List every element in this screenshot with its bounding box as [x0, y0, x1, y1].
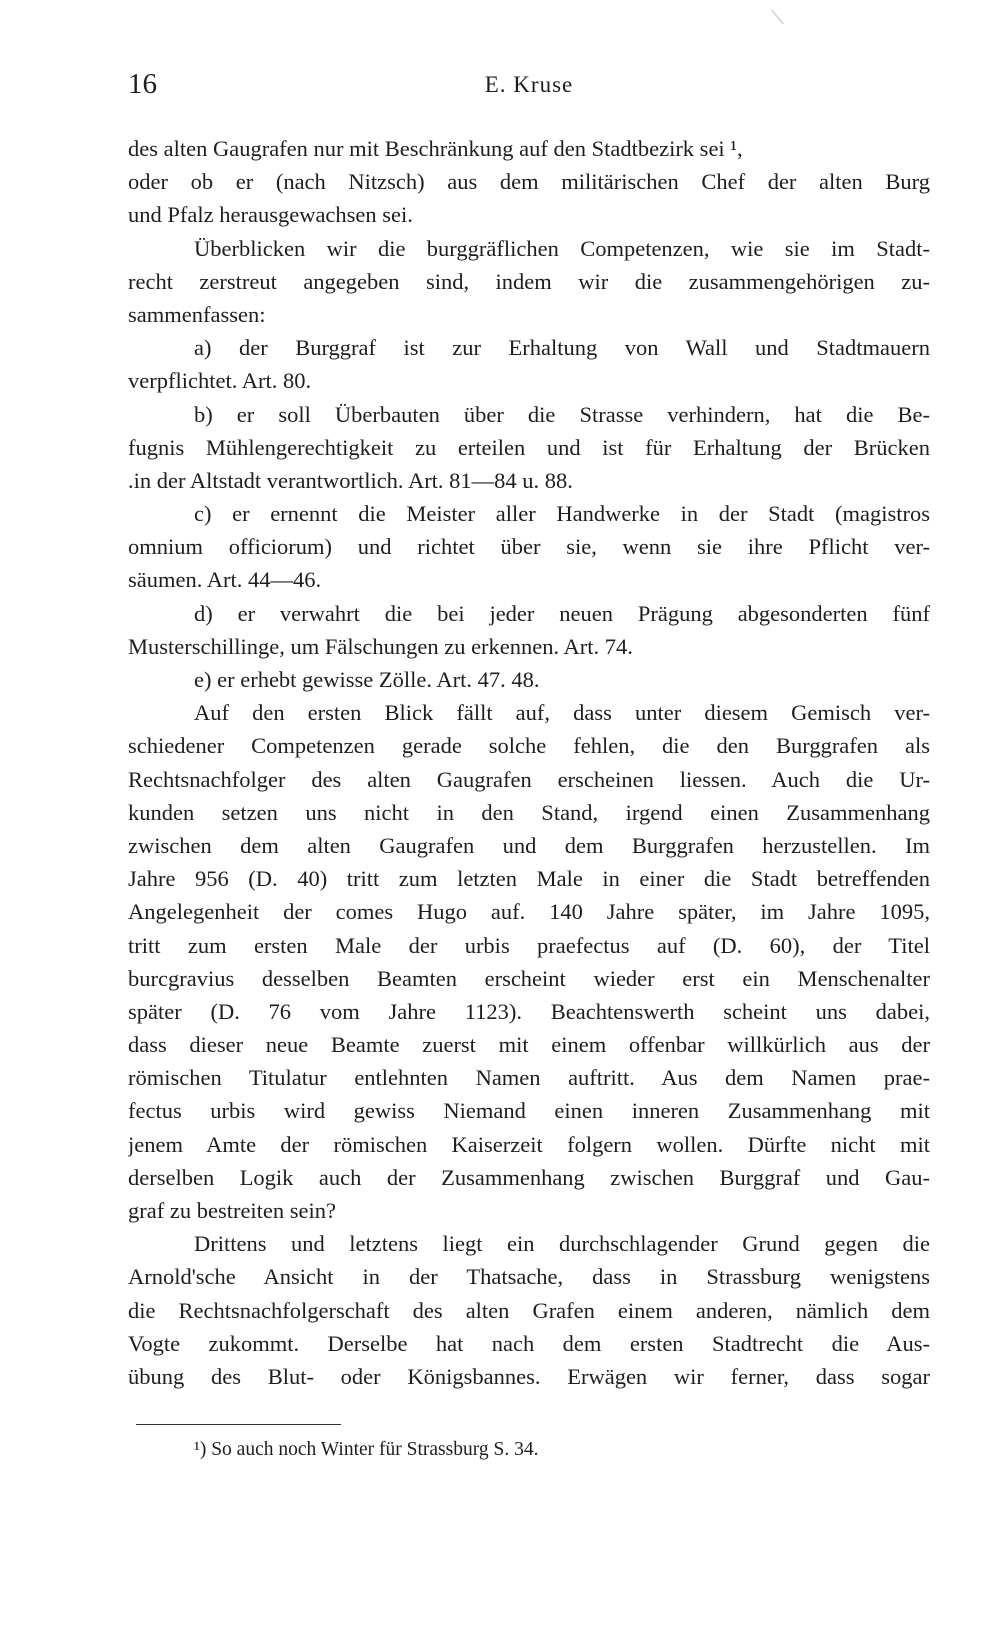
text-line: b) er soll Überbauten über die Strasse verhindern, hat die Be-: [194, 401, 930, 427]
text-line: kunden setzen uns nicht in den Stand, irgend einen Zusammenhang: [128, 799, 930, 825]
text-line: e) er erhebt gewisse Zölle. Art. 47. 48.: [194, 667, 540, 692]
text-line: und Pfalz herausgewachsen sei.: [128, 202, 413, 228]
text-line: fugnis Mühlengerechtigkeit zu erteilen und ist für Erhaltung der Brücken: [128, 434, 930, 460]
text-line: c) er ernennt die Meister aller Handwerke in der Stadt (magistros: [194, 501, 930, 527]
scan-mark: [771, 10, 783, 24]
text-line: Rechtsnachfolger des alten Gaugrafen erscheinen liessen. Auch die Ur-: [128, 766, 930, 792]
text-line: jenem Amte der römischen Kaiserzeit folgern wollen. Dürfte nicht mit: [128, 1131, 930, 1157]
text-line: a) der Burggraf ist zur Erhaltung von Wall und Stadtmauern: [194, 335, 930, 361]
footnote: ¹) So auch noch Winter für Strassburg S. 34.: [194, 1439, 539, 1460]
footnote-rule: [136, 1424, 341, 1425]
text-line: omnium officiorum) und richtet über sie, wenn sie ihre Pflicht ver-: [128, 534, 930, 560]
text-line: zwischen dem alten Gaugrafen und dem Burggrafen herzustellen. Im: [128, 832, 930, 858]
text-line: Arnold'sche Ansicht in der Thatsache, dass in Strassburg wenigstens: [128, 1264, 930, 1290]
text-line: d) er verwahrt die bei jeder neuen Prägung abgesonderten fünf: [194, 600, 930, 626]
text-line: Überblicken wir die burggräflichen Competenzen, wie sie im Stadt-: [194, 235, 930, 261]
text-line: Vogte zukommt. Derselbe hat nach dem ersten Stadtrecht die Aus-: [128, 1330, 930, 1356]
text-line: graf zu bestreiten sein?: [128, 1198, 337, 1223]
text-line: übung des Blut- oder Königsbannes. Erwägen wir ferner, dass sogar: [128, 1363, 930, 1389]
page-number: 16: [128, 68, 157, 100]
text-line: die Rechtsnachfolgerschaft des alten Grafen einem anderen, nämlich dem: [128, 1297, 930, 1323]
text-line: sammenfassen:: [128, 301, 266, 327]
text-line: derselben Logik auch der Zusammenhang zwischen Burggraf und Gau-: [128, 1164, 930, 1190]
text-line: fectus urbis wird gewiss Niemand einen inneren Zusammenhang mit: [128, 1098, 930, 1124]
text-line: dass dieser neue Beamte zuerst mit einem offenbar willkürlich aus der: [128, 1032, 930, 1058]
text-line: Auf den ersten Blick fällt auf, dass unter diesem Gemisch ver-: [194, 700, 930, 726]
text-line: Drittens und letztens liegt ein durchschlagender Grund gegen die: [194, 1231, 930, 1257]
page-header: [128, 68, 930, 108]
text-line: schiedener Competenzen gerade solche fehlen, die den Burggrafen als: [128, 733, 930, 759]
text-line: später (D. 76 vom Jahre 1123). Beachtenswerth scheint uns dabei,: [128, 998, 930, 1024]
running-head: E. Kruse: [484, 72, 574, 97]
text-line: des alten Gaugrafen nur mit Beschränkung auf den Stadtbezirk sei ¹,: [128, 136, 743, 161]
text-line: .in der Altstadt verantwortlich. Art. 81—84 u. 88.: [128, 467, 573, 493]
text-line: tritt zum ersten Male der urbis praefectus auf (D. 60), der Titel: [128, 932, 930, 958]
body-text: [128, 132, 930, 1393]
text-line: verpflichtet. Art. 80.: [128, 368, 312, 394]
text-line: Musterschillinge, um Fälschungen zu erkennen. Art. 74.: [128, 633, 633, 659]
text-line: säumen. Art. 44—46.: [128, 567, 322, 593]
text-line: Angelegenheit der comes Hugo auf. 140 Jahre später, im Jahre 1095,: [128, 899, 930, 925]
text-line: burcgravius desselben Beamten erscheint wieder erst ein Menschenalter: [128, 965, 930, 991]
text-line: oder ob er (nach Nitzsch) aus dem militärischen Chef der alten Burg: [128, 169, 930, 195]
text-line: römischen Titulatur entlehnten Namen auftritt. Aus dem Namen prae-: [128, 1065, 930, 1091]
text-line: recht zerstreut angegeben sind, indem wir die zusammengehörigen zu-: [128, 268, 930, 294]
text-line: Jahre 956 (D. 40) tritt zum letzten Male in einer die Stadt betreffenden: [128, 866, 930, 892]
